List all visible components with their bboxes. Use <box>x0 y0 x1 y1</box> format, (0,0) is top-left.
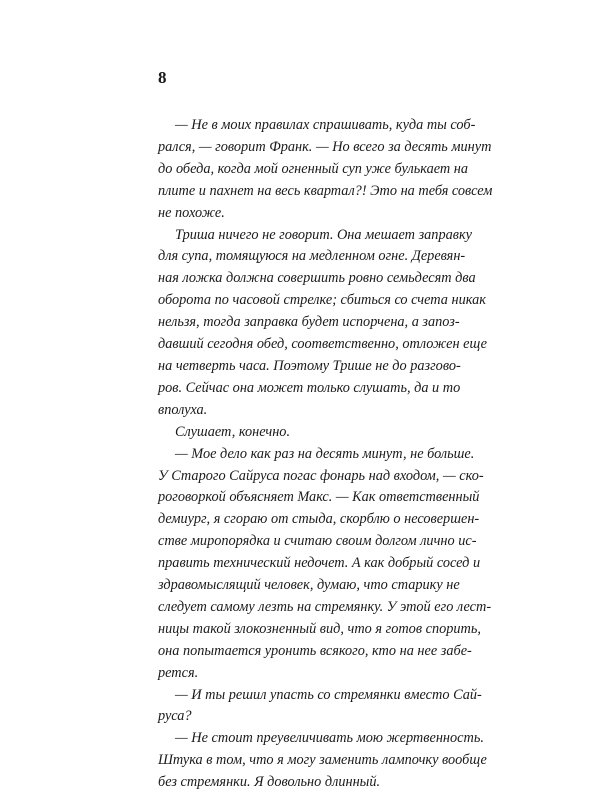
text-line: У Старого Сайруса погас фонарь над входом, — ско- <box>158 467 484 484</box>
text-line: Штука в том, что я могу заменить лампочку вообще <box>158 752 487 769</box>
text-line: она попытается уронить всякого, кто на нее забе- <box>158 642 472 659</box>
page-number: 8 <box>158 68 167 87</box>
text-line: — Мое дело как раз на десять минут, не больше. <box>175 445 475 462</box>
text-line: нельзя, тогда заправка будет испорчена, а запоз- <box>158 314 460 331</box>
text-line: править технический недочет. А как добрый сосед и <box>158 555 481 572</box>
text-line: ров. Сейчас она может только слушать, да и то <box>158 379 461 396</box>
text-line: следует самому лезть на стремянку. У этой его лест- <box>158 598 492 615</box>
text-line: на четверть часа. Поэтому Трише не до разгово- <box>158 357 461 374</box>
text-line: оборота по часовой стрелке; сбиться со счета никак <box>158 292 486 309</box>
text-line: здравомыслящий человек, думаю, что старику не <box>158 577 460 594</box>
text-line: руса? <box>158 708 192 725</box>
text-line: ная ложка должна совершить ровно семьдесят два <box>158 270 476 287</box>
text-line: давший сегодня обед, соответственно, отложен еще <box>158 336 487 353</box>
text-line: рался, — говорит Франк. — Но всего за десять минут <box>158 138 492 155</box>
text-line: рется. <box>158 664 199 681</box>
text-line: ницы такой злокозненный вид, что я готов спорить, <box>158 620 481 637</box>
text-line: — Не в моих правилах спрашивать, куда ты соб- <box>175 117 476 133</box>
text-line: не похоже. <box>158 204 225 221</box>
text-line: стве миропорядка и считаю своим долгом лично ис- <box>158 533 477 550</box>
text-line: Слушает, конечно. <box>175 423 291 440</box>
text-line: Триша ничего не говорит. Она мешает заправку <box>175 226 472 243</box>
text-line: до обеда, когда мой огненный суп уже булькает на <box>158 160 469 177</box>
body-text <box>158 115 493 794</box>
text-line: — Не стоит преувеличивать мою жертвенность. <box>175 730 484 747</box>
text-line: демиург, я сгораю от стыда, скорблю о несовершен- <box>158 511 480 528</box>
text-line: роговоркой объясняет Макс. — Как ответственный <box>158 489 480 506</box>
text-line: — И ты решил упасть со стремянки вместо Сай- <box>175 686 482 703</box>
text-line: плите и пахнет на весь квартал?! Это на тебя совсем <box>158 182 493 199</box>
text-line: без стремянки. Я довольно длинный. <box>158 774 381 791</box>
text-line: для супа, томящуюся на медленном огне. Деревян- <box>158 248 466 265</box>
text-line: вполуха. <box>158 401 208 418</box>
